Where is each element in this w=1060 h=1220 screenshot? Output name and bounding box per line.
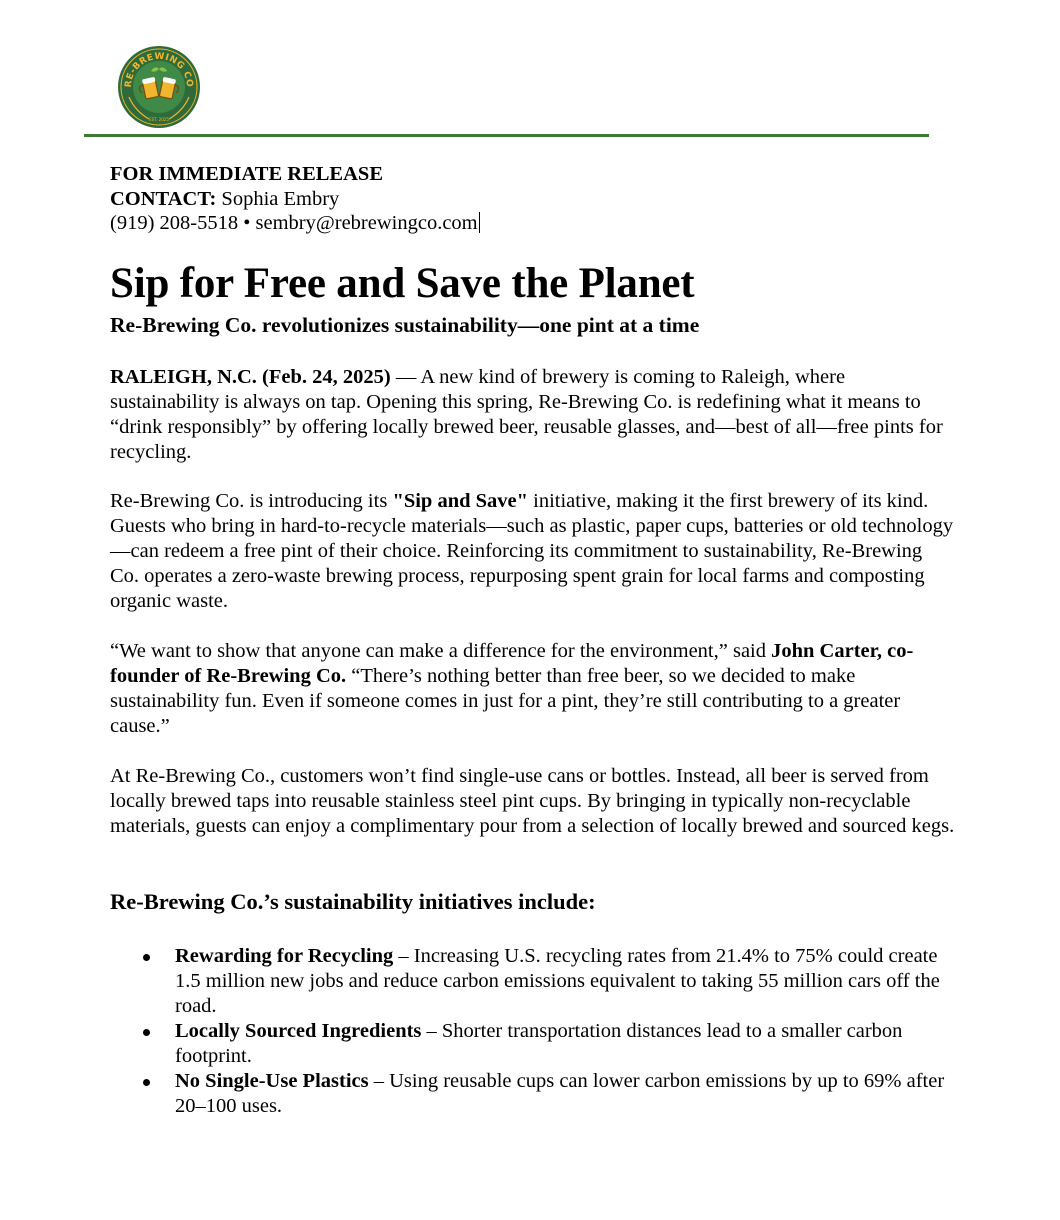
paragraph-1 xyxy=(110,365,955,465)
list-item-text: – Using reusable cups can lower carbon emissions by up to 69% after 20–100 uses. xyxy=(175,1070,945,1117)
paragraph-1-text: — A new kind of brewery is coming to Raleigh, where sustainability is always on tap. Opening this spring, Re-Brewing Co. is redefining what it means to “drink responsibly” by offering locally brewed beer, reusable glasses, and—best of all—free pints for recycling. xyxy=(110,366,943,463)
bullet-icon xyxy=(143,1079,150,1086)
paragraph-2-bold: "Sip and Save" xyxy=(392,490,528,512)
contact-label: CONTACT: xyxy=(110,187,217,210)
list-item xyxy=(110,1019,955,1069)
header-rule xyxy=(84,134,929,137)
initiatives-list xyxy=(110,944,955,1119)
text-cursor xyxy=(479,212,480,233)
dateline: RALEIGH, N.C. (Feb. 24, 2025) xyxy=(110,366,391,388)
paragraph-2-text-b: initiative, making it the first brewery of its kind. Guests who bring in hard-to-recycle materials—such as plastic, paper cups, batteries or old technology—can redeem a free pint of their choice. Reinforcing its commitment to sustainability, Re-Brewing Co. operates a zero-waste brewing process, repurposing spent grain for local farms and composting organic waste. xyxy=(110,490,954,612)
bullet-icon xyxy=(143,954,150,961)
paragraph-4-text: At Re-Brewing Co., customers won’t find single-use cans or bottles. Instead, all beer is served from locally brewed taps into reusable stainless steel pint cups. By bringing in typically non-recyclable materials, guests can enjoy a complimentary pour from a selection of locally brewed and sourced kegs. xyxy=(110,765,955,837)
page-subtitle: Re-Brewing Co. revolutionizes sustainability—one pint at a time xyxy=(110,313,700,337)
list-item-title: Rewarding for Recycling xyxy=(175,945,394,967)
list-item xyxy=(110,1069,955,1119)
paragraph-3-text-a: “We want to show that anyone can make a difference for the environment,” said xyxy=(110,640,772,662)
contact-line xyxy=(110,187,480,212)
list-item-title: Locally Sourced Ingredients xyxy=(175,1020,422,1042)
logo-est-text: EST. 2025 xyxy=(149,117,169,122)
bullet-icon xyxy=(143,1029,150,1036)
initiatives-heading: Re-Brewing Co.’s sustainability initiatives include: xyxy=(110,889,596,914)
paragraph-3-text-b: “There’s nothing better than free beer, so we decided to make sustainability fun. Even if someone comes in just for a pint, they’re still contributing to a greater cause.” xyxy=(110,665,901,737)
paragraph-2 xyxy=(110,489,955,614)
list-item-title: No Single-Use Plastics xyxy=(175,1070,369,1092)
list-item xyxy=(110,944,955,1019)
contact-name: Sophia Embry xyxy=(216,187,340,210)
page-title: Sip for Free and Save the Planet xyxy=(110,260,695,307)
contact-details-line xyxy=(110,211,480,236)
paragraph-2-text-a: Re-Brewing Co. is introducing its xyxy=(110,490,393,512)
brewery-logo xyxy=(117,45,201,129)
release-header xyxy=(110,162,480,236)
list-item-text: – Shorter transportation distances lead to a smaller carbon footprint. xyxy=(175,1020,903,1067)
release-label: FOR IMMEDIATE RELEASE xyxy=(110,163,383,185)
contact-details[interactable]: (919) 208-5518 • sembry@rebrewingco.com xyxy=(110,212,478,234)
list-item-text: – Increasing U.S. recycling rates from 21.4% to 75% could create 1.5 million new jobs and reduce carbon emissions equivalent to taking 55 million cars off the road. xyxy=(175,945,940,1017)
paragraph-3 xyxy=(110,639,955,739)
paragraph-3-bold: John Carter, co-founder of Re-Brewing Co. xyxy=(110,640,914,687)
logo-text: RE-BREWING CO xyxy=(123,51,195,88)
paragraph-4 xyxy=(110,764,955,839)
